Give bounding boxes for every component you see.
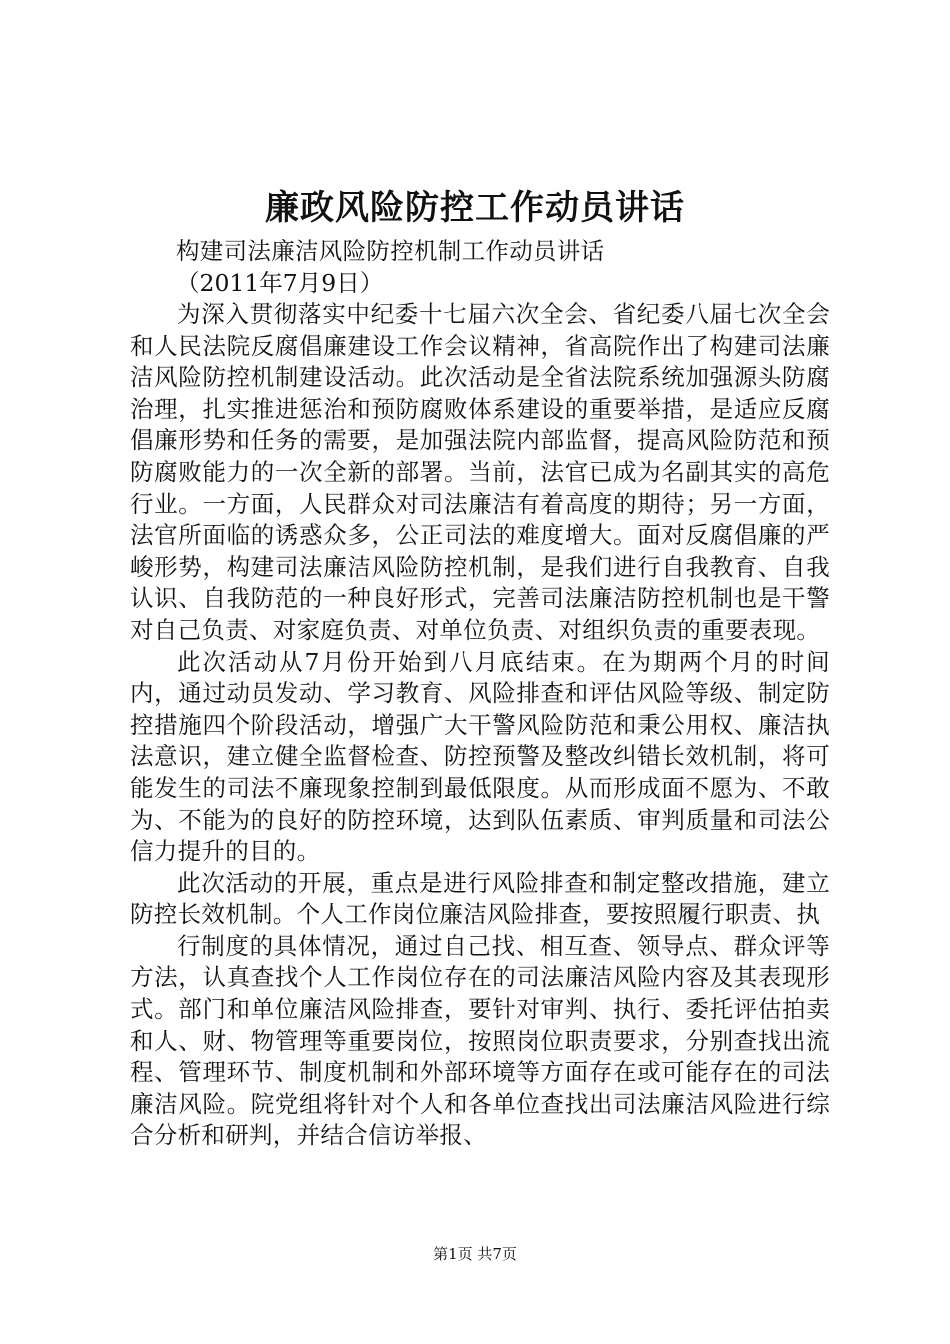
paragraph: 行制度的具体情况，通过自己找、相互查、领导点、群众评等方法，认真查找个人工作岗位存在的司法廉洁风险内容及其表现形式。部门和单位廉洁风险排查，要针对审判、执行、委托评估拍卖和人、财、物管理等重要岗位，按照岗位职责要求，分别查找出流程、管理环节、制度机制和外部环境等方面存在或可能存在的司法廉洁风险。院党组将针对个人和各单位查找出司法廉洁风险进行综合分析和研判，并结合信访举报、: [130, 931, 830, 1150]
paragraph: 此次活动从7月份开始到八月底结束。在为期两个月的时间内，通过动员发动、学习教育、风险排查和评估风险等级、制定防控措施四个阶段活动，增强广大干警风险防范和秉公用权、廉洁执法意识，建立健全监督检查、防控预警及整改纠错长效机制，将可能发生的司法不廉现象控制到最低限度。从而形成面不愿为、不敢为、不能为的良好的防控环境，达到队伍素质、审判质量和司法公信力提升的目的。: [130, 647, 830, 866]
document-body: [130, 299, 830, 1152]
document-subtitle: 构建司法廉洁风险防控机制工作动员讲话: [176, 237, 605, 265]
paragraph: 为深入贯彻落实中纪委十七届六次全会、省纪委八届七次全会和人民法院反腐倡廉建设工作会议精神，省高院作出了构建司法廉洁风险防控机制建设活动。此次活动是全省法院系统加强源头防腐治理，扎实推进惩治和预防腐败体系建设的重要举措，是适应反腐倡廉形势和任务的需要，是加强法院内部监督，提高风险防范和预防腐败能力的一次全新的部署。当前，法官已成为名副其实的高危行业。一方面，人民群众对司法廉洁有着高度的期待；另一方面，法官所面临的诱惑众多，公正司法的难度增大。面对反腐倡廉的严峻形势，构建司法廉洁风险防控机制，是我们进行自我教育、自我认识、自我防范的一种良好形式，完善司法廉洁防控机制也是干警对自己负责、对家庭负责、对单位负责、对组织负责的重要表现。: [130, 300, 830, 644]
page-footer: 第1页 共7页: [433, 1245, 517, 1263]
document-title: 廉政风险防控工作动员讲话: [265, 188, 685, 228]
paragraph: 此次活动的开展，重点是进行风险排查和制定整改措施，建立防控长效机制。个人工作岗位廉洁风险排查，要按照履行职责、执: [130, 868, 830, 929]
document-date: （2011年7月9日）: [176, 269, 384, 297]
